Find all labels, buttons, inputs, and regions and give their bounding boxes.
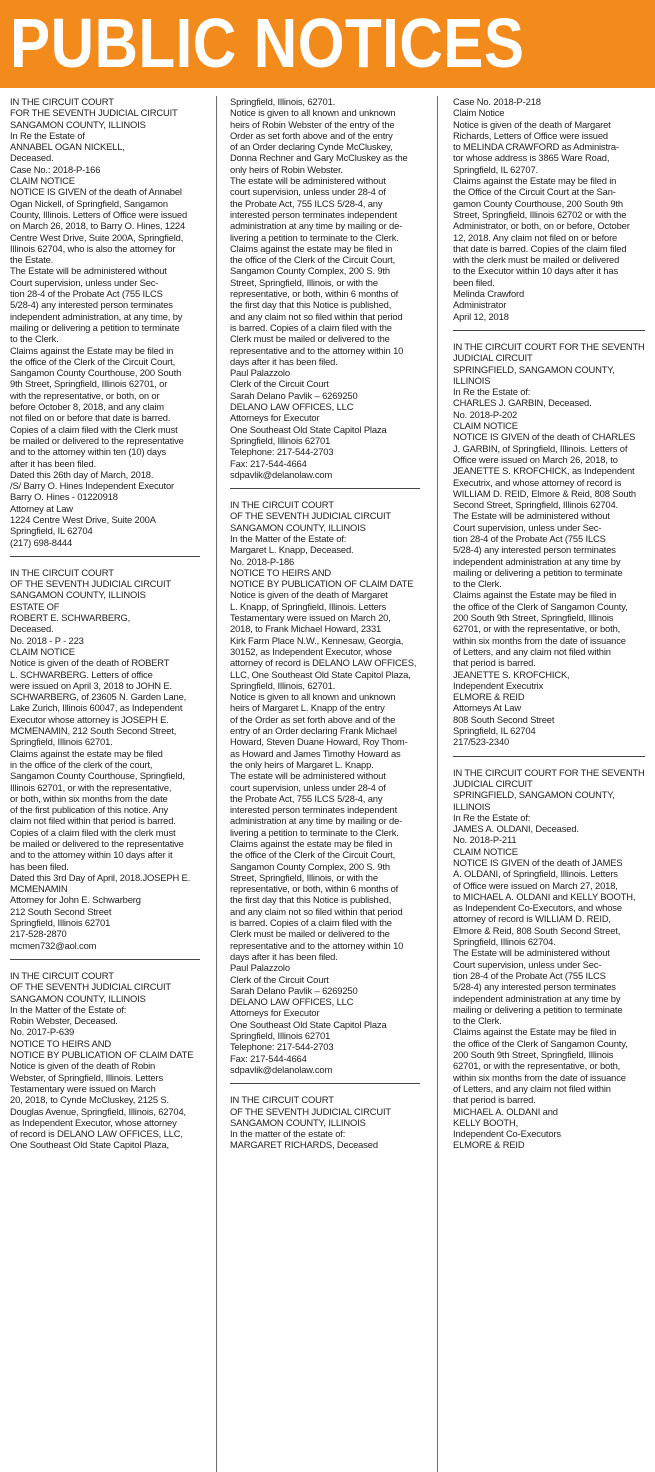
page-title: PUBLIC NOTICES [10, 4, 525, 82]
notice-divider [230, 488, 420, 489]
notice-column-1 [10, 96, 200, 1468]
column-rule [216, 96, 217, 1472]
notice-divider [10, 556, 200, 557]
notice-richards-estate-continued: Case No. 2018-P-218 Claim Notice Notice is given of the death of Margaret Richards, Letters of Office were issued to MELINDA CRAWFORD as Administra- tor whose address is 3865 Ware Road, Springfield, IL 62707. Claims against the Estate may be filed in the Office of the Circuit Court at the San- gamon County Courthouse, 200 South 9th Street, Springfield, Illinois 62702 or with the Administrator, or both, on or before, October 12, 2018. Any claim not filed on or before that date is barred. Copies of the claim filed with the clerk must be mailed or delivered to the Executor within 10 days after it has been filed. Melinda Crawford Administrator April 12, 2018 [453, 96, 630, 322]
notice-nickell-estate: IN THE CIRCUIT COURT FOR THE SEVENTH JUDICIAL CIRCUIT SANGAMON COUNTY, ILLINOIS In Re the Estate of ANNABEL OGAN NICKELL, Deceased. Case No.: 2018-P-166 CLAIM NOTICE NOTICE IS GIVEN of the death of Annabel Ogan Nickell, of Springfield, Sangamon County, Illinois. Letters of Office were issued on March 26, 2018, to Barry O. Hines, 1224 Centre West Drive, Suite 200A, Springfield, Illinois 62704, who is also the attorney for the Estate. The Estate will be administered without Court supervision, unless under Sec- tion 28-4 of the Probate Act (755 ILCS 5/28-4) any interested person terminates independent administration, at any time, by mailing or delivering a petition to terminate to the Clerk. Claims against the Estate may be filed in the office of the Clerk of the Circuit Court, Sangamon County Courthouse, 200 South 9th Street, Springfield, Illinois 62701, or with the representative, or both, on or before October 8, 2018, and any claim not filed on or before that date is barred. Copies of a claim filed with the Clerk must be mailed or delivered to the representative and to the attorney within ten (10) days after it has been filed. Dated this 26th day of March, 2018. /S/ Barry O. Hines Independent Executor Barry O. Hines - 01220918 Attorney at Law 1224 Centre West Drive, Suite 200A Springfield, IL 62704 (217) 698-8444 [10, 96, 188, 548]
notice-richards-estate-start: IN THE CIRCUIT COURT OF THE SEVENTH JUDICIAL CIRCUIT SANGAMON COUNTY, ILLINOIS In the matter of the estate of: MARGARET RICHARDS, Deceased [230, 1094, 391, 1151]
masthead-banner [0, 0, 655, 88]
notice-divider [10, 959, 200, 960]
notice-schwarberg-estate: IN THE CIRCUIT COURT OF THE SEVENTH JUDICIAL CIRCUIT SANGAMON COUNTY, ILLINOIS ESTATE OF ROBERT E. SCHWARBERG, Deceased. No. 2018 - P - 223 CLAIM NOTICE Notice is given of the death of ROBERT L. SCHWARBERG. Letters of office were issued on April 3, 2018 to JOHN E. SCHWARBERG, of 23605 N. Garden Lane, Lake Zurich, Illinois 60047, as Independent Executor whose attorney is JOSEPH E. MCMENAMIN, 212 South Second Street, Springfield, Illinois 62701. Claims against the estate may be filed in the office of the clerk of the court, Sangamon County Courthouse, Springfield, Illinois 62701, or with the representative, or both, within six months from the date of the first publication of this notice. Any claim not filed within that period is barred. Copies of a claim filed with the clerk must be mailed or delivered to the representative and to the attorney within 10 days after it has been filed. Dated this 3rd Day of April, 2018.JOSEPH E. MCMENAMIN Attorney for John E. Schwarberg 212 South Second Street Springfield, Illinois 62701 217-528-2870 mcmen732@aol.com [10, 566, 191, 951]
notice-column-3 [453, 96, 645, 1468]
notice-knapp-estate: IN THE CIRCUIT COURT OF THE SEVENTH JUDICIAL CIRCUIT SANGAMON COUNTY, ILLINOIS In the Matter of the Estate of: Margaret L. Knapp, Deceased. No. 2018-P-186 NOTICE TO HEIRS AND NOTICE BY PUBLICATION OF CLAIM DATE Notice is given of the death of Margaret L. Knapp, of Springfield, Illinois. Letters Testamentary were issued on March 20, 2018, to Frank Michael Howard, 2331 Kirk Farm Place N.W., Kennesaw, Georgia, 30152, as Independent Executor, whose attorney of record is DELANO LAW OFFICES, LLC, One Southeast Old State Capitol Plaza, Springfield, Illinois, 62701. Notice is given to all known and unknown heirs of Margaret L. Knapp of the entry of the Order as set forth above and of the entry of an Order declaring Frank Michael Howard, Steven Duane Howard, Roy Thom- as Howard and James Timothy Howard as the only heirs of Margaret L. Knapp. The estate will be administered without court supervision, unless under 28-4 of the Probate Act, 755 ILCS 5/28-4, any interested person terminates independent administration at any time by mailing or de- livering a petition to terminate to the Clerk. Claims against the estate may be filed in the office of the Clerk of the Circuit Court, Sangamon County Complex, 200 S. 9th Street, Springfield, Illinois, or with the representative, or both, within 6 months of the first day that this Notice is published, and any claim not so filed within that period is barred. Copies of a claim filed with the Clerk must be mailed or delivered to the representative and to the attorney within 10 days after it has been filed. Paul Palazzolo Clerk of the Circuit Court Sarah Delano Pavlik – 6269250 DELANO LAW OFFICES, LLC Attorneys for Executor One Southeast Old State Capitol Plaza Springfield, Illinois 62701 Telephone: 217-544-2703 Fax: 217-544-4664 sdpavlik@delanolaw.com [230, 499, 417, 1075]
notice-divider [230, 1083, 420, 1084]
column-rule [437, 96, 438, 1472]
notice-column-2 [230, 96, 420, 1468]
notice-webster-estate-continued: Springfield, Illinois, 62701. Notice is given to all known and unknown heirs of Robin Webster of the entry of the Order as set forth above and of the entry of an Order declaring Cynde McCluskey, Donna Rechner and Gary McCluskey as the only heirs of Robin Webster. The estate will be administered without court supervision, unless under 28-4 of the Probate Act, 755 ILCS 5/28-4, any interested person terminates independent administration at any time by mailing or de- livering a petition to terminate to the Clerk. Claims against the estate may be filed in the office of the Clerk of the Circuit Court, Sangamon County Complex, 200 S. 9th Street, Springfield, Illinois, or with the representative, or both, within 6 months of the first day that this Notice is published, and any claim not so filed within that period is barred. Copies of a claim filed with the Clerk must be mailed or delivered to the representative and to the attorney within 10 days after it has been filed. Paul Palazzolo Clerk of the Circuit Court Sarah Delano Pavlik – 6269250 DELANO LAW OFFICES, LLC Attorneys for Executor One Southeast Old State Capitol Plaza Springfield, Illinois 62701 Telephone: 217-544-2703 Fax: 217-544-4664 sdpavlik@delanolaw.com [230, 96, 408, 480]
notice-garbin-estate: IN THE CIRCUIT COURT FOR THE SEVENTH JUDICIAL CIRCUIT SPRINGFIELD, SANGAMON COUNTY, ILLINOIS In Re the Estate of: CHARLES J. GARBIN, Deceased. No. 2018-P-202 CLAIM NOTICE NOTICE IS GIVEN of the death of CHARLES J. GARBIN, of Springfield, Illinois. Letters of Office were issued on March 26, 2018, to JEANETTE S. KROFCHICK, as Independent Executrix, and whose attorney of record is WILLIAM D. REID, Elmore & Reid, 808 South Second Street, Springfield, Illinois 62704. The Estate will be administered without Court supervision, unless under Sec- tion 28-4 of the Probate Act (755 ILCS 5/28-4) any interested person terminates independent administration at any time by mailing or delivering a petition to terminate to the Clerk. Claims against the Estate may be filed in the office of the Clerk of Sangamon County, 200 South 9th Street, Springfield, Illinois 62701, or with the representative, or both, within six months from the date of issuance of Letters, and any claim not filed within that period is barred. JEANETTE S. KROFCHICK, Independent Executrix ELMORE & REID Attorneys At Law 808 South Second Street Springfield, IL 62704 217/523-2340 [453, 340, 645, 748]
notice-webster-estate-start: IN THE CIRCUIT COURT OF THE SEVENTH JUDICIAL CIRCUIT SANGAMON COUNTY, ILLINOIS In the Matter of the Estate of: Robin Webster, Deceased. No. 2017-P-639 NOTICE TO HEIRS AND NOTICE BY PUBLICATION OF CLAIM DATE Notice is given of the death of Robin Webster, of Springfield, Illinois. Letters Testamentary were issued on March 20, 2018, to Cynde McCluskey, 2125 S. Douglas Avenue, Springfield, Illinois, 62704, as Independent Executor, whose attorney of record is DELANO LAW OFFICES, LLC, One Southeast Old State Capitol Plaza, [10, 969, 194, 1151]
notice-divider [453, 330, 645, 331]
notice-oldani-estate: IN THE CIRCUIT COURT FOR THE SEVENTH JUDICIAL CIRCUIT SPRINGFIELD, SANGAMON COUNTY, ILLINOIS In Re the Estate of: JAMES A. OLDANI, Deceased. No. 2018-P-211 CLAIM NOTICE NOTICE IS GIVEN of the death of JAMES A. OLDANI, of Springfield, Illinois. Letters of Office were issued on March 27, 2018, to MICHAEL A. OLDANI and KELLY BOOTH, as Independent Co-Executors, and whose attorney of record is WILLIAM D. REID, Elmore & Reid, 808 South Second Street, Springfield, Illinois 62704. The Estate will be administered without Court supervision, unless under Sec- tion 28-4 of the Probate Act (755 ILCS 5/28-4) any interested person terminates independent administration at any time by mailing or delivering a petition to terminate to the Clerk. Claims against the Estate may be filed in the office of the Clerk of Sangamon County, 200 South 9th Street, Springfield, Illinois 62701, or with the representative, or both, within six months from the date of issuance of Letters, and any claim not filed within that period is barred. MICHAEL A. OLDANI and KELLY BOOTH, Independent Co-Executors ELMORE & REID [453, 766, 645, 1151]
notice-divider [453, 756, 645, 757]
